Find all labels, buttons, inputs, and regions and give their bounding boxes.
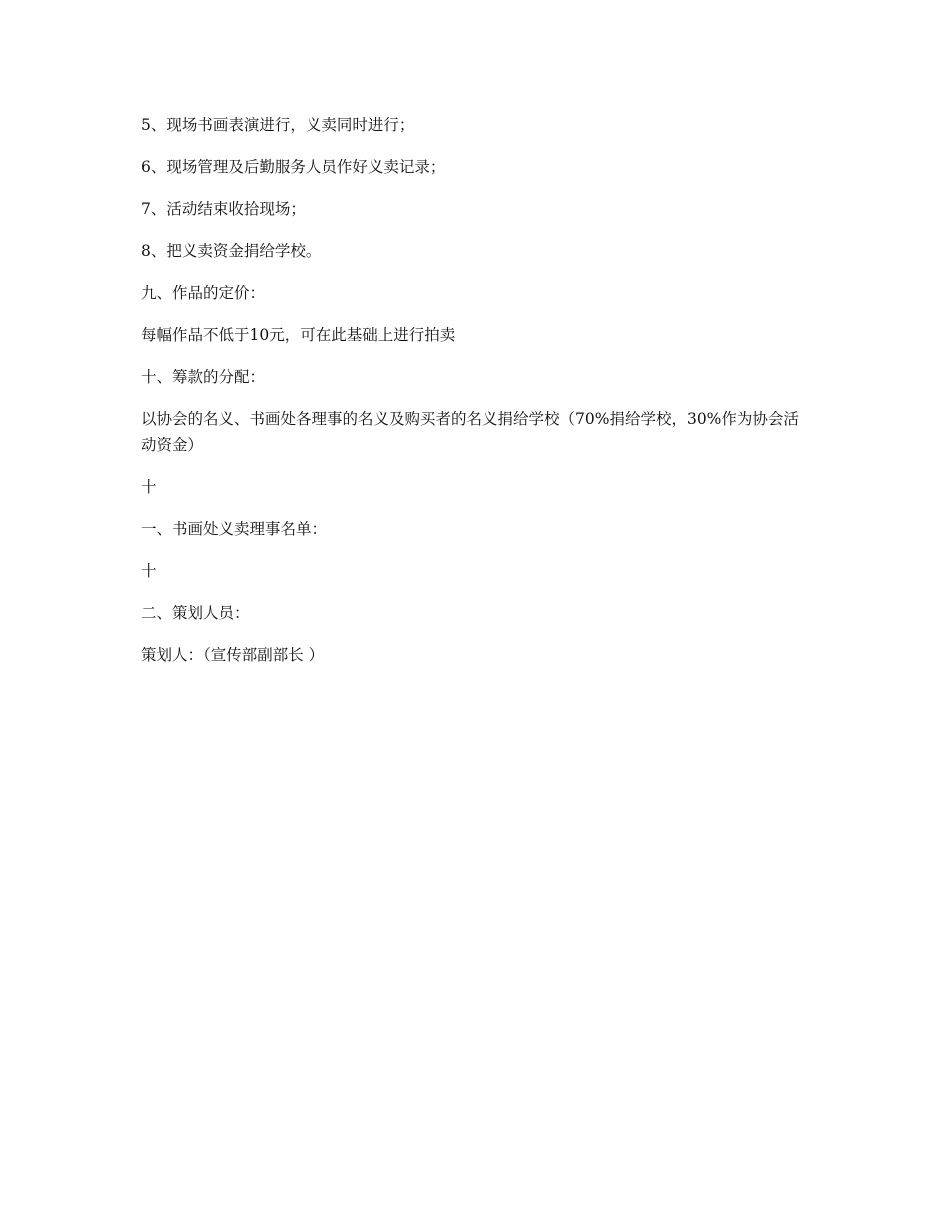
section-12-prefix: 十 <box>141 562 157 580</box>
step-8-paragraph: 8、把义卖资金捐给学校。 <box>141 242 322 260</box>
document-body <box>141 112 811 684</box>
section-11-prefix: 十 <box>141 478 157 496</box>
step-5-paragraph: 5、现场书画表演进行，义卖同时进行； <box>141 116 415 134</box>
section-9-heading: 九、作品的定价： <box>141 284 266 302</box>
step-7-paragraph: 7、活动结束收拾现场； <box>141 200 306 218</box>
pricing-paragraph: 每幅作品不低于10元，可在此基础上进行拍卖 <box>141 326 456 344</box>
section-11-heading: 一、书画处义卖理事名单： <box>141 520 328 538</box>
section-12-heading: 二、策划人员： <box>141 604 250 622</box>
allocation-paragraph: 以协会的名义、书画处各理事的名义及购买者的名义捐给学校（70%捐给学校，30%作为协会活动资金） <box>141 410 799 454</box>
section-10-heading: 十、筹款的分配： <box>141 368 266 386</box>
step-6-paragraph: 6、现场管理及后勤服务人员作好义卖记录； <box>141 158 446 176</box>
planner-paragraph: 策划人：（宣传部副部长 ） <box>141 646 325 664</box>
